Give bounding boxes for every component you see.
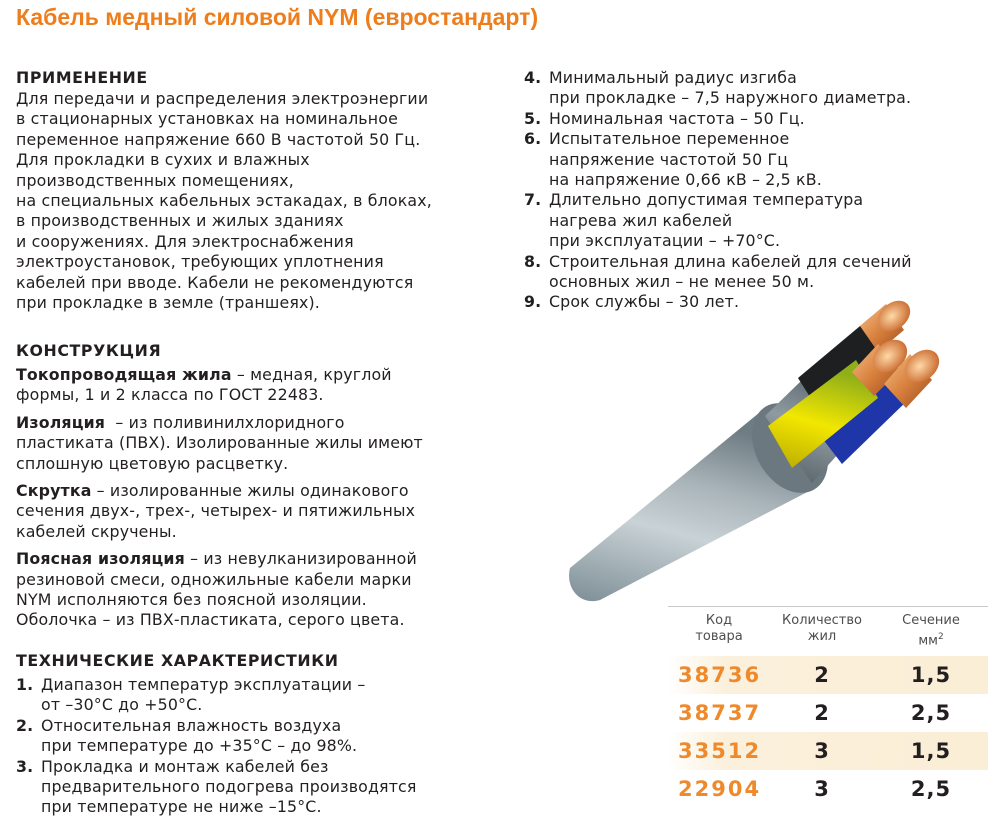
cross-section: 2,5 xyxy=(910,777,952,801)
text-line: на напряжение 0,66 кВ – 2,5 кВ. xyxy=(549,170,822,190)
product-code: 33512 xyxy=(678,739,762,763)
application-text xyxy=(16,89,494,313)
text-line: при температуре не ниже –15°С. xyxy=(41,797,322,817)
core-count: 2 xyxy=(814,663,830,687)
text-line: Строительная длина кабелей для сечений xyxy=(549,251,912,271)
core-count: 3 xyxy=(814,777,830,801)
table-row xyxy=(668,770,988,808)
cross-section: 2,5 xyxy=(910,701,952,725)
text-line: Для передачи и распределения электроэнергии xyxy=(16,89,429,108)
cross-section: 1,5 xyxy=(910,739,952,763)
table-row xyxy=(668,694,988,732)
text-line: кабелей при вводе. Кабели не рекомендуются xyxy=(16,272,414,292)
list-item xyxy=(16,675,494,716)
definition-term: Токопроводящая жила xyxy=(16,365,232,384)
text-line: Минимальный радиус изгиба xyxy=(549,68,797,87)
text-line: производственных помещениях, xyxy=(16,170,294,190)
text-line: Для прокладки в сухих и влажных xyxy=(16,150,310,170)
text-line: резиновой смеси, одножильные кабели марки xyxy=(16,569,412,589)
definition-term: Изоляция xyxy=(16,412,106,432)
text-line: предварительного подогрева производятся xyxy=(41,777,417,797)
table-row xyxy=(668,732,988,770)
text-line: Оболочка – из ПВХ-пластиката, серого цвета. xyxy=(16,610,405,630)
product-code: 22904 xyxy=(678,777,762,801)
text-line: NYM исполняются без поясной изоляции. xyxy=(16,590,367,610)
column-header-section: Сечение $мм^2$ xyxy=(902,613,960,649)
item-number: 3. xyxy=(16,756,34,776)
text-line: при эксплуатации – +70°С. xyxy=(549,231,781,251)
list-item xyxy=(16,757,494,818)
text-line: на специальных кабельных эстакадах, в блоках, xyxy=(16,191,432,211)
column-header-count: Количество жил xyxy=(782,613,862,644)
list-item xyxy=(524,190,994,251)
definition-insulation xyxy=(16,413,494,474)
definition-text: – из поливинилхлоридного xyxy=(105,412,345,432)
item-number: 8. xyxy=(524,251,542,271)
text-line: Диапазон температур эксплуатации – xyxy=(41,675,366,694)
text-line: пластиката (ПВХ). Изолированные жилы имеют xyxy=(16,433,423,453)
cross-section: 1,5 xyxy=(910,663,952,687)
item-number: 2. xyxy=(16,715,34,735)
text-line: формы, 1 и 2 класса по ГОСТ 22483. xyxy=(16,385,324,405)
specs-section xyxy=(16,651,494,818)
item-number: 1. xyxy=(16,675,34,694)
product-code: 38737 xyxy=(678,701,762,725)
construction-text xyxy=(16,365,494,631)
text-line: при прокладке в земле (траншеях). xyxy=(16,293,320,313)
definition-conductor xyxy=(16,365,494,406)
text-line: от –30°С до +50°С. xyxy=(41,695,203,715)
text-line: нагрева жил кабелей xyxy=(549,210,733,230)
table-row xyxy=(668,656,988,694)
definition-twisting xyxy=(16,481,494,542)
column-header-code: Код товара xyxy=(695,613,743,644)
page-title: Кабель медный силовой NYM (евростандарт) xyxy=(16,4,539,30)
text-line: электроустановок, требующих уплотнения xyxy=(16,252,384,272)
text-line: Прокладка и монтаж кабелей без xyxy=(41,756,329,776)
cable-illustration xyxy=(560,288,1000,618)
text-line: основных жил – не менее 50 м. xyxy=(549,272,815,292)
item-number: 9. xyxy=(524,292,542,312)
application-heading: ПРИМЕНЕНИЕ xyxy=(16,68,148,87)
definition-belt-insulation xyxy=(16,549,494,631)
text-line: Относительная влажность воздуха xyxy=(41,715,342,735)
text-line: сплошную цветовую расцветку. xyxy=(16,453,289,473)
definition-text: – медная, круглой xyxy=(231,365,392,384)
list-item xyxy=(16,716,494,757)
definition-term: Поясная изоляция xyxy=(16,549,185,569)
construction-heading: КОНСТРУКЦИЯ xyxy=(16,341,162,360)
specs-left-list xyxy=(16,675,494,818)
product-code: 38736 xyxy=(678,663,762,687)
application-section xyxy=(16,68,494,313)
specs-right-list xyxy=(524,68,994,313)
text-line: в стационарных установках на номинальное xyxy=(16,109,398,129)
item-number: 4. xyxy=(524,68,542,87)
text-line: и сооружениях. Для электроснабжения xyxy=(16,231,354,251)
text-line: сечения двух-, трех-, четырех- и пятижильных xyxy=(16,501,416,521)
text-line: переменное напряжение 660 В частотой 50 Гц. xyxy=(16,129,421,149)
table-header xyxy=(668,606,988,656)
construction-section xyxy=(16,341,494,638)
list-item xyxy=(524,68,994,109)
item-number: 6. xyxy=(524,129,542,149)
item-number: 7. xyxy=(524,190,542,210)
list-item xyxy=(524,109,994,129)
core-count: 2 xyxy=(814,701,830,725)
definition-text: – изолированные жилы одинакового xyxy=(91,481,409,501)
text-line: Длительно допустимая температура xyxy=(549,190,864,210)
core-count: 3 xyxy=(814,739,830,763)
list-item xyxy=(524,129,994,190)
text-line: Номинальная частота – 50 Гц. xyxy=(549,108,805,128)
text-line: при прокладке – 7,5 наружного диаметра. xyxy=(549,88,912,108)
item-number: 5. xyxy=(524,108,542,128)
definition-text: – из невулканизированной xyxy=(184,549,417,569)
text-line: Испытательное переменное xyxy=(549,129,790,149)
text-line: напряжение частотой 50 Гц xyxy=(549,149,789,169)
text-line: в производственных и жилых зданиях xyxy=(16,211,344,231)
specs-heading: ТЕХНИЧЕСКИЕ ХАРАКТЕРИСТИКИ xyxy=(16,651,339,670)
list-item xyxy=(524,252,994,293)
text-line: при температуре до +35°С – до 98%. xyxy=(41,736,358,756)
text-line: кабелей скручены. xyxy=(16,521,177,541)
text-line: Срок службы – 30 лет. xyxy=(549,292,740,312)
definition-term: Скрутка xyxy=(16,481,92,501)
product-table xyxy=(668,606,988,808)
